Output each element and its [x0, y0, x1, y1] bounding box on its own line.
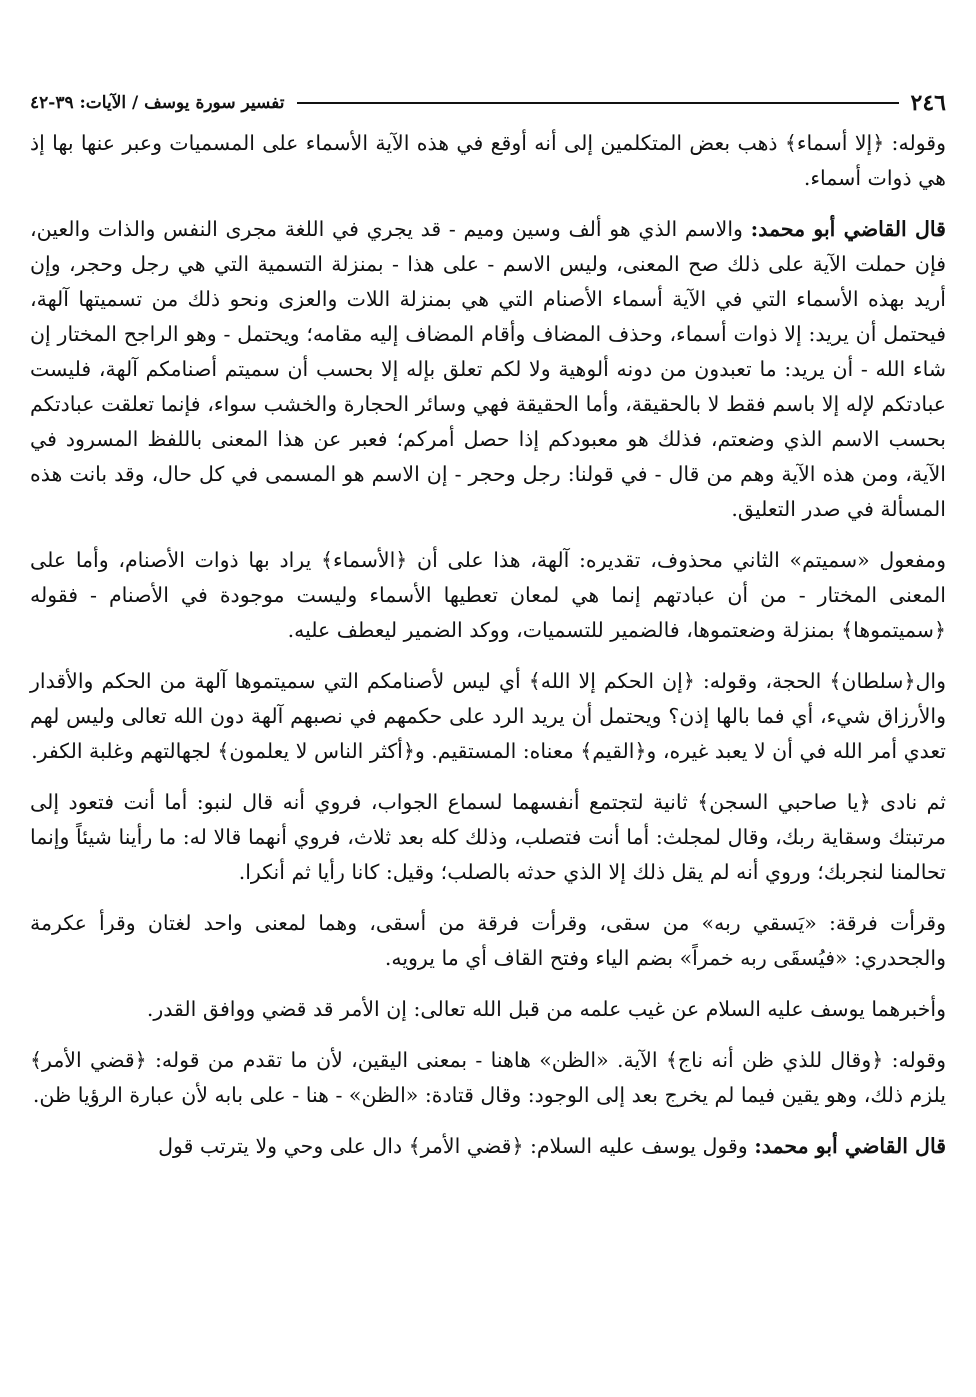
- paragraph: [30, 126, 946, 196]
- paragraph-text: وقوله: ﴿وقال للذي ظن أنه ناج﴾ الآية. «الظن» هاهنا - بمعنى اليقين، لأن ما تقدم من قوله: ﴿قضي الأمر﴾ يلزم ذلك، وهو يقين فيما لم يخرج بعد إلى الوجود: وقال قتادة: «الظن» - هنا - على بابه لأن عبارة الرؤيا ظن.: [30, 1048, 946, 1107]
- paragraph: [30, 992, 946, 1027]
- paragraph-text: ومفعول «سميتم» الثاني محذوف، تقديره: آلهة، هذا على أن ﴿الأسماء﴾ يراد بها ذوات الأصنام، وأما على المعنى المختار - من أن عبادتهم إنما هي لمعان تعطيها الأسماء وليست موجودة في الأصنام - فقوله ﴿سميتموها﴾ بمنزلة وضعتموها، فالضمير للتسميات، ووكد الضمير ليعطف عليه.: [30, 548, 946, 642]
- paragraph-text: وقرأت فرقة: «يَسقي ربه» من سقى، وقرأت فرقة من أسقى، وهما لمعنى واحد لغتان وقرأ عكرمة والجحدري: «فيُسقَى ربه خمراً» بضم الياء وفتح القاف أي ما يرويه.: [30, 911, 946, 970]
- header-rule: [297, 102, 899, 104]
- paragraph: [30, 664, 946, 769]
- paragraph-text: والاسم الذي هو ألف وسين وميم - قد يجري في اللغة مجرى النفس والذات والعين، فإن حملت الآية على ذلك صح المعنى، وليس الاسم - على هذا - بمنزلة التسمية التي هي رجل وحجر، وإن أريد بهذه الأسماء التي في الآية أسماء الأصنام التي هي بمنزلة اللات والعزى ونحو ذلك من تسميتها آلهة، فيحتمل أن يريد: إلا ذوات أسماء، وحذف المضاف وأقام المضاف إليه مقامه؛ ويحتمل - وهو الراجح المختار إن شاء الله - أن يريد: ما تعبدون من دونه ألوهية ولا لكم تعلق بإله إلا بحسب أن سميتم أصنامكم آلهة، فليست عبادتكم لإله إلا باسم فقط لا بالحقيقة، وأما الحقيقة فهي وسائر الحجارة والخشب سواء، فإنما تعلقت عبادتكم بحسب الاسم الذي وضعتم، فذلك هو معبودكم إذا حصل أمركم؛ فعبر عن هذا المعنى باللفظ المسرود في الآية، ومن هذه الآية وهم من قال - في قولنا: رجل وحجر - إن الاسم هو المسمى في كل حال، وقد بانت هذه المسألة في صدر التعليق.: [30, 217, 947, 521]
- paragraph-lead: قال القاضي أبو محمد:: [750, 217, 946, 241]
- paragraph-lead: قال القاضي أبو محمد:: [754, 1134, 946, 1158]
- paragraph-text: وقول يوسف عليه السلام: ﴿قضي الأمر﴾ دال على وحي ولا يترتب قول: [158, 1134, 755, 1158]
- page-body: [30, 126, 946, 1164]
- paragraph-text: وأخبرهما يوسف عليه السلام عن غيب علمه من قبل الله تعالى: إن الأمر قد قضي ووافق القدر.: [146, 997, 946, 1021]
- book-page: [30, 88, 946, 1180]
- page-header: [30, 88, 946, 118]
- paragraph-text: ثم نادى ﴿يا صاحبي السجن﴾ ثانية لتجتمع أنفسهما لسماع الجواب، فروي أنه قال لنبو: أما أنت فتعود إلى مرتبتك وسقاية ربك، وقال لمجلث: أما أنت فتصلب، وذلك كله بعد ثلاث، فروي أنهما قالا له: ما رأينا شيئاً وإنما تحالمنا لنجربك؛ وروي أنه لم يقل ذلك إلا الذي حدثه بالصلب؛ وقيل: كانا رأيا ثم أنكرا.: [30, 790, 946, 884]
- paragraph-text: وال﴿سلطان﴾ الحجة، وقوله: ﴿إن الحكم إلا الله﴾ أي ليس لأصنامكم التي سميتموها آلهة من الحكم والأقدار والأرزاق شيء، أي فما بالها إذن؟ ويحتمل أن يريد الرد على حكمهم في نصبهم آلهة دون الله تعالى وليس لهم تعدي أمر الله في أن لا يعبد غيره، و﴿القيم﴾ معناه: المستقيم. و﴿أكثر الناس لا يعلمون﴾ لجهالتهم وغلبة الكفر.: [30, 669, 946, 763]
- paragraph: [30, 906, 946, 976]
- page-number: ٢٤٦: [910, 90, 946, 116]
- paragraph: [30, 1129, 946, 1164]
- running-title: تفسير سورة يوسف / الآيات: ٣٩-٤٢: [30, 93, 285, 113]
- paragraph: [30, 1043, 946, 1113]
- paragraph: [30, 543, 946, 648]
- paragraph: [30, 212, 946, 527]
- paragraph: [30, 785, 946, 890]
- paragraph-text: وقوله: ﴿إلا أسماء﴾ ذهب بعض المتكلمين إلى أنه أوقع في هذه الآية الأسماء على المسميات وعبر عنها بها إذ هي ذوات أسماء.: [30, 131, 946, 190]
